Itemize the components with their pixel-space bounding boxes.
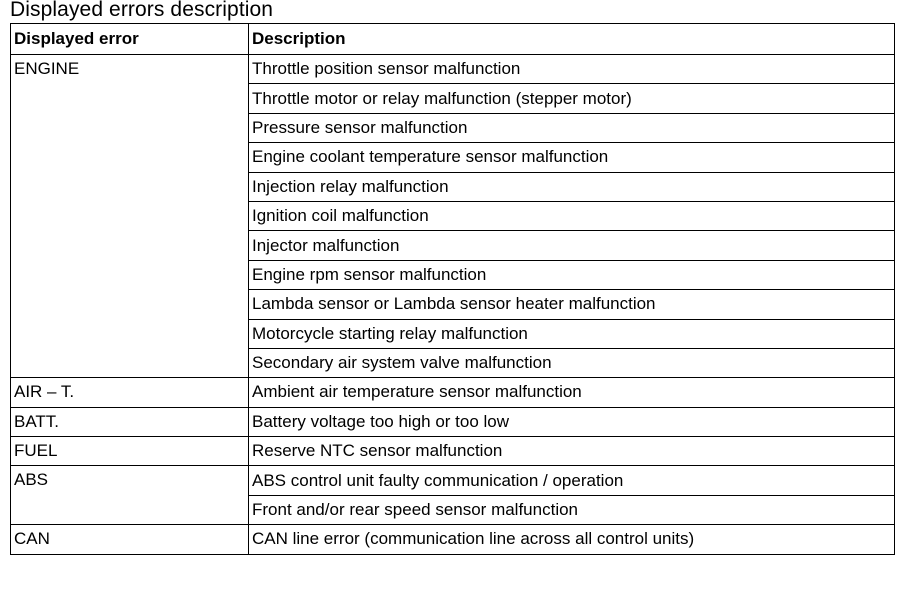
error-code-cell: AIR – T. [11, 378, 249, 407]
column-header-displayed-error: Displayed error [11, 24, 249, 55]
error-description-cell: Ambient air temperature sensor malfunction [249, 378, 895, 407]
errors-table [10, 23, 895, 555]
error-description-cell: Front and/or rear speed sensor malfunction [249, 495, 895, 524]
error-description-cell: Engine rpm sensor malfunction [249, 260, 895, 289]
table-body [11, 55, 895, 555]
table-row [11, 437, 895, 466]
error-description-cell: Injection relay malfunction [249, 172, 895, 201]
error-code-cell: FUEL [11, 437, 249, 466]
error-code-cell: CAN [11, 525, 249, 554]
error-description-cell: Engine coolant temperature sensor malfunction [249, 143, 895, 172]
table-row [11, 378, 895, 407]
table-row [11, 55, 895, 84]
error-description-cell: Secondary air system valve malfunction [249, 348, 895, 377]
error-description-cell: Battery voltage too high or too low [249, 407, 895, 436]
error-description-cell: Throttle position sensor malfunction [249, 55, 895, 84]
error-code-cell: ABS [11, 466, 249, 525]
error-description-cell: Reserve NTC sensor malfunction [249, 437, 895, 466]
error-description-cell: Motorcycle starting relay malfunction [249, 319, 895, 348]
error-description-cell: Lambda sensor or Lambda sensor heater malfunction [249, 290, 895, 319]
error-description-cell: Injector malfunction [249, 231, 895, 260]
error-description-cell: Pressure sensor malfunction [249, 113, 895, 142]
error-description-cell: Throttle motor or relay malfunction (stepper motor) [249, 84, 895, 113]
table-row [11, 525, 895, 554]
error-description-cell: ABS control unit faulty communication / operation [249, 466, 895, 495]
error-code-cell: BATT. [11, 407, 249, 436]
error-description-cell: CAN line error (communication line across all control units) [249, 525, 895, 554]
table-row [11, 466, 895, 495]
table-row [11, 407, 895, 436]
header-row [11, 24, 895, 55]
error-description-cell: Ignition coil malfunction [249, 201, 895, 230]
column-header-description: Description [249, 24, 895, 55]
document-title: Displayed errors description [10, 0, 274, 21]
table-header [11, 24, 895, 55]
error-code-cell: ENGINE [11, 55, 249, 378]
